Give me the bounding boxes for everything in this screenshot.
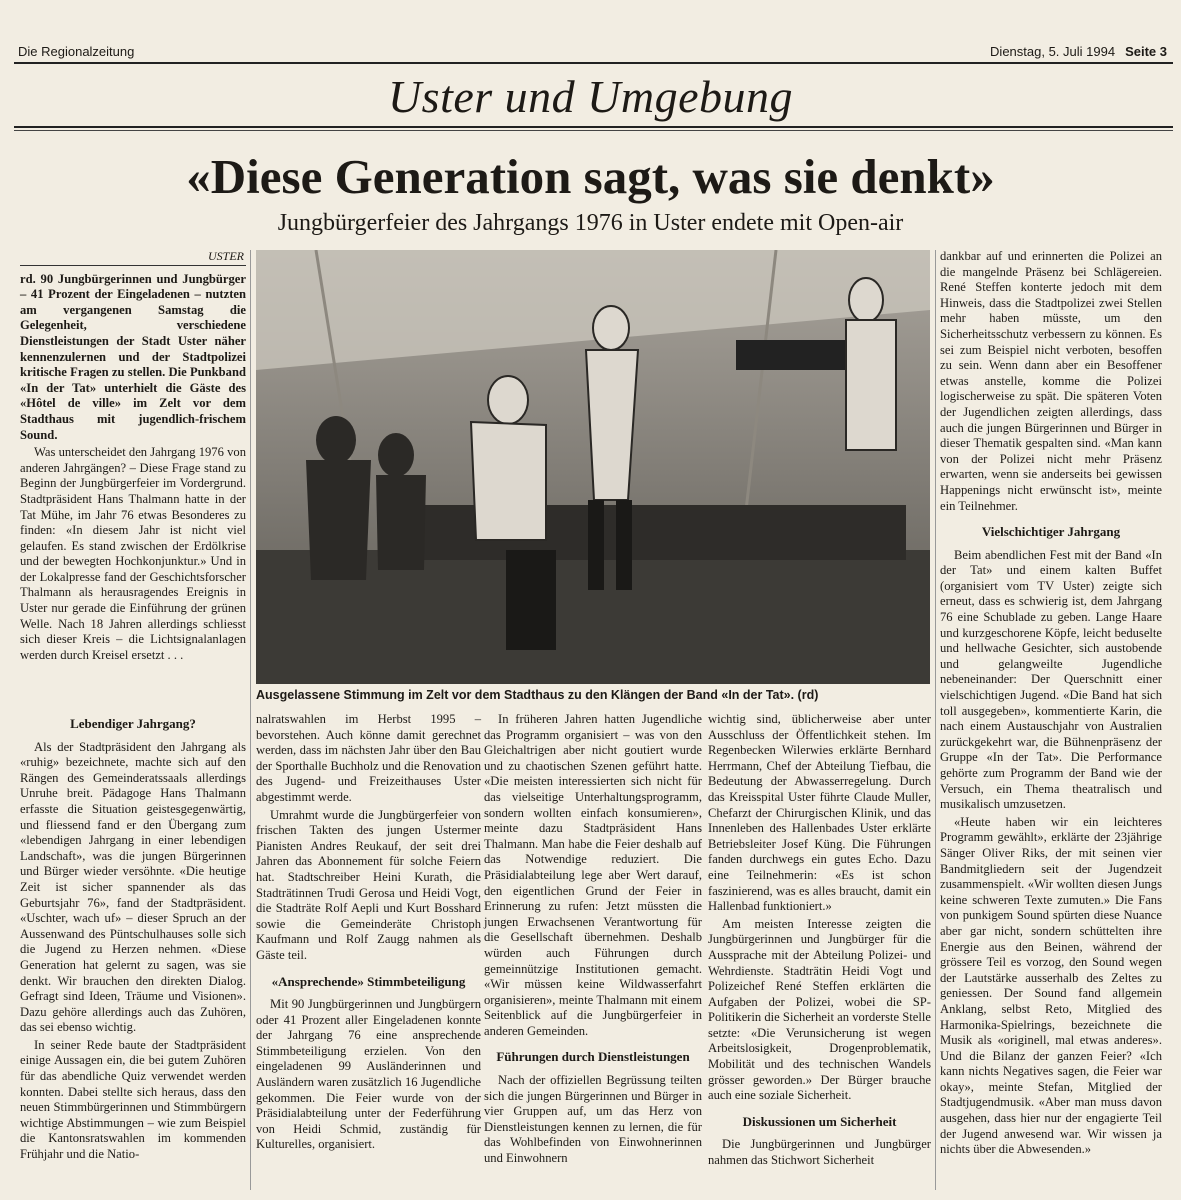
body-paragraph: Was unterscheidet den Jahrgang 1976 von anderen Jahrgängen? – Diese Frage stand zu Beginn der Jungbürgerfeier im Vordergrund. Stadtpräsident Hans Thalmann hatte in der Tat Mühe, im Jahr 76 etwas Besonderes zu finden: «In diesem Jahr ist nicht viel gelaufen. Es stand zwischen der Erdölkrise und der bewegten Hochkonjunktur.» Und in der Lokalpresse fand der Geschichtsforscher Thalmann als herausragendes Ereignis in Uster nur gerade die Einführung der grünen Welle. Nach 18 Jahren allerdings schliesst sich dieser Kreis – die Lichtsignalanlagen werden durch Kreisel ersetzt . . .	[20, 445, 246, 662]
body-paragraph: Am meisten Interesse zeigten die Jungbürgerinnen und Jungbürger für die Aussprache mit der Abteilung Polizei- und Wehrdienste. Stadträtin Heidi Vogt und Polizeichef René Steffen erklärten die Aufgaben der Polizei, wobei die SP-Politikerin die Sicherheit an vorderste Stelle setzte: «Die Verunsicherung ist wegen Arbeitslosigkeit, Drogenproblematik, Mobilität und des technischen Wandels grösser geworden.» Der Bürger brauche auch eine soziale Sicherheit.	[708, 916, 931, 1103]
body-paragraph: In seiner Rede baute der Stadtpräsident einige Aussagen ein, die bei gutem Zuhören für das abendliche Quiz verwendet werden konnten. Dabei stellte sich heraus, dass den neuen Stimmbürgerinnen und Stimmbürgern wichtige Abstimmungen – wie zum Beispiel die Kantonsratswahlen im kommenden Frühjahr und die Natio-	[20, 1037, 246, 1162]
body-paragraph: wichtig sind, üblicherweise aber unter Ausschluss der Öffentlichkeit stehen. Im Regenbecken Wilerwies erklärte Bernhard Herrmann, Chef der Abteilung Tiefbau, die Bedeutung der Abwasserregelung. Durch das Kreisspital Uster führte Claude Muller, Chefarzt der Chirurgischen Klinik, und das Innenleben des Hallenbades Uster erklärte Betriebsleiter Josef Küng. Die Führungen fanden durchwegs ein gutes Echo. Dazu eine Teilnehmerin: «Es ist schon faszinierend, was es alles braucht, damit ein Hallenbad funktioniert.»	[708, 712, 931, 914]
body-paragraph: Mit 90 Jungbürgerinnen und Jungbürgern oder 41 Prozent aller Eingeladenen konnte der Jahrgang 76 eine ansprechende Stimmbeteiligung erzielen. Von den eingeladenen 99 Ausländerinnen und Ausländern waren zusätzlich 16 Jugendliche gekommen. Die Feier wurde von der Präsidialabteilung unter der Federführung von Heidi Schmid, zuständig für Kulturelles, organisiert.	[256, 997, 481, 1152]
lead-paragraph: rd. 90 Jungbürgerinnen und Jungbürger – 41 Prozent der Eingeladenen – nutzten am vergangenen Samstag die Gelegenheit, verschiedene Dienstleistungen der Stadt Uster näher kennenzulernen und der Stadtpolizei kritische Fragen zu stellen. Die Punkband «In der Tat» unterhielt die Gäste des «Hôtel de ville» im Zelt vor dem Stadthaus mit jugendlich-frischem Sound.	[20, 271, 246, 442]
body-paragraph: nalratswahlen im Herbst 1995 – bevorstehen. Auch könne damit gerechnet werden, dass im nächsten Jahr über den Bau der Sporthalle Buchholz und die Renovation des Jugend- und Freizeithauses Uster abgestimmt werde.	[256, 712, 481, 804]
masthead	[14, 42, 1171, 62]
column-2	[256, 712, 481, 1155]
masthead-rule	[14, 62, 1173, 64]
headline: «Diese Generation sagt, was sie denkt»	[186, 149, 995, 204]
band-photo	[256, 250, 930, 684]
page-number: Seite 3	[1125, 44, 1167, 59]
issue-date: Dienstag, 5. Juli 1994	[990, 44, 1116, 59]
body-paragraph: Als der Stadtpräsident den Jahrgang als «ruhig» bezeichnete, machte sich auf den Rängen des Gemeinderatssaals allerdings Unruhe breit. Pädagoge Hans Thalmann erfasste die Situation geistesgegenwärtig, und fliessend fand er den Übergang zum «lebendigen Jahrgang in einer lebendigen Landschaft», was die jungen Bürgerinnen und Bürger wieder versöhnte. «Die heutige Zeit ist sicher spannender als das Geburtsjahr 76», fand der Stadtpräsident. «Uschter, wach uf» – dieser Spruch an der Aussenwand des Püntschulhauses solle sich die Jugend zu Herzen nehmen. «Diese Generation hat gelernt zu sagen, was sie denkt. Wir brauchen den direkten Dialog. Gefragt sind Ideen, Träume und Visionen». Dazu gehöre allerdings auch das Zuhören, das sei ebenso wichtig.	[20, 739, 246, 1035]
body-paragraph: Die Jungbürgerinnen und Jungbürger nahmen das Stichwort Sicherheit	[708, 1137, 931, 1168]
column-4	[708, 712, 931, 1171]
section-title: Uster und Umgebung	[387, 71, 794, 122]
body-paragraph: Nach der offiziellen Begrüssung teilten sich die jungen Bürgerinnen und Bürger in vier Gruppen auf, um das Herz von Dienstleistungen kennen zu lernen, die für das Wohlbefinden von Einwohnerinnen und Einwohnern	[484, 1073, 702, 1166]
column-1-lower	[20, 706, 246, 1165]
column-5	[940, 249, 1162, 1160]
body-paragraph: «Heute haben wir ein leichteres Programm gewählt», erklärte der 23jährige Sänger Oliver Riks, der mit seinen vier Bandmitgliedern seit der Jugendzeit zusammenspielt. «Wir wollten diesen Jungs keine schweren Texte zumuten.» Die Fans von punkigem Sound spürten diese Nuance aber gar nicht, sondern schüttelten ihre Energie aus den Beinen, während der grössere Teil es vorzog, den Sound wegen der Lautstärke ausserhalb des Zeltes zu geniessen. Der Sound fand allgemein Anklang, selbst Reto, Mitglied des Harmonika-Spielrings, bezeichnete die Musik als «originell, mal etwas anderes». Und die Bilanz der ganzen Feier? «Ich kann nichts Negatives sagen, die Feier war okay», meinte Stefan, Mitglied der Stadtjugendmusik. «Aber man muss davon ausgehen, dass hier nur der engagierte Teil der Jugend anwesend war. Wir wissen ja nichts über die Abwesenden.»	[940, 814, 1162, 1157]
subheading-lebendiger-jahrgang: Lebendiger Jahrgang?	[70, 716, 196, 731]
issue-info	[990, 44, 1167, 59]
subheading-fuehrungen: Führungen durch Dienstleistungen	[496, 1049, 690, 1065]
photo-caption: Ausgelassene Stimmung im Zelt vor dem Stadthaus zu den Klängen der Band «In der Tat». (rd)	[256, 688, 819, 702]
column-divider	[250, 250, 251, 1190]
section-rule-top	[14, 126, 1173, 128]
subheading-sicherheit: Diskussionen um Sicherheit	[742, 1113, 897, 1129]
body-paragraph: dankbar auf und erinnerten die Polizei an die mangelnde Präsenz bei Schlägereien. René Steffen konterte jedoch mit dem Hinweis, dass die Stadtpolizei zwei Stellen mehr haben müsste, um den Sicherheitsschutz verbessern zu können. Es sei zum Beispiel nicht verboten, besoffen zu sein. Wenn dann aber ein Besoffener etwas anstelle, komme die Polizei logischerweise zu spät. Die späteren Voten der Jugendlichen zeigten allerdings, dass auch die jungen Bürgerinnen und Bürger in dieser Thematik gespalten sind. «Man kann von der Polizei nicht mehr Präsenz erwarten, wenn sie anderseits bei gewissen Happenings nicht erwünscht ist», meinte ein Teilnehmer.	[940, 249, 1162, 513]
body-paragraph: In früheren Jahren hatten Jugendliche das Programm organisiert – was von den Gleichaltrigen aber nicht goutiert wurde und zu chaotischen Szenen geführt hatte. «Die meisten interessierten sich nicht für das vielseitige Unterhaltungsprogramm, sondern wollten einfach konsumieren», meinte dazu Stadtpräsident Hans Thalmann. Man habe die Feier deshalb auf das Notwendige reduziert. Die Präsidialabteilung lege aber Wert darauf, den eigentlichen Grund der Feier in Erinnerung zu rufen: Jetzt müssten die jungen Erwachsenen Verantwortung für die Gesellschaft übernehmen. Deshalb würden auch Führungen durch gemeinnützige Institutionen gemacht. «Wir müssen keine Wildwasserfahrt organisieren», meinte Thalmann mit einem Seitenblick auf die Jungbürgerfeier in anderen Gemeinden.	[484, 712, 702, 1038]
dateline: USTER	[20, 249, 246, 266]
body-paragraph: Beim abendlichen Fest mit der Band «In der Tat» und einem kalten Buffet (organisiert vom TV Uster) zeigte sich erneut, dass es schwierig ist, dem Jahrgang 76 eine Schublade zu geben. Lange Haare und kurzgeschorene Köpfe, leicht beduselte und hellwache Gesichter, sich austobende und gelangweilte Jugendliche nebeneinander: Der Querschnitt einer vielschichtigen Jugend. «Die Band hat sich toll ausgegeben», kommentierte Karin, die nach einem Austauschjahr von Australien zurückgekehrt war, die Bühnenpräsenz der Gruppe «In der Tat». Die Performance gehörte zum Programm der Band wie der Versuch, ein Thema theatralisch und musikalisch umzusetzen.	[940, 547, 1162, 812]
column-divider	[935, 250, 936, 1190]
subheading-vielschichtiger-jahrgang: Vielschichtiger Jahrgang	[981, 524, 1121, 540]
subheading-stimmbeteiligung: «Ansprechende» Stimmbeteiligung	[271, 973, 466, 989]
subheadline: Jungbürgerfeier des Jahrgangs 1976 in Uster endete mit Open-air	[277, 210, 904, 236]
concert-photo-illustration	[256, 250, 930, 684]
paper-name: Die Regionalzeitung	[18, 44, 135, 59]
column-1	[20, 249, 246, 665]
column-3	[484, 712, 702, 1169]
body-paragraph: Umrahmt wurde die Jungbürgerfeier von frischen Takten des jungen Ustermer Pianisten Andres Reukauf, der seit drei Jahren das Abonnement für solche Feiern hat. Stadtschreiber Heini Kurath, die Stadträtinnen Trudi Gerosa und Heidi Vogt, die Stadträte Rolf Aepli und Kurt Bosshard sowie die Gemeinderäte Christoph Kaufmann und Rolf Zaugg nahmen als Gäste teil.	[256, 807, 481, 962]
section-rule-bottom	[14, 130, 1173, 131]
